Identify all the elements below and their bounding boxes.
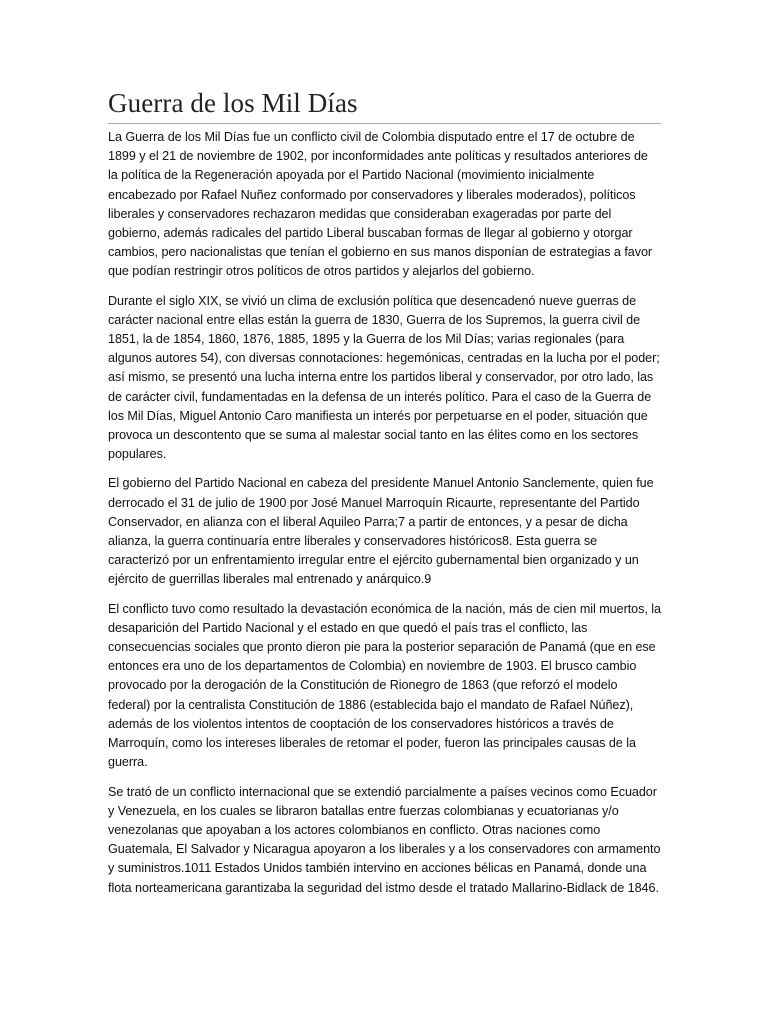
page-title: Guerra de los Mil Días	[108, 86, 661, 124]
article-body	[108, 128, 661, 898]
paragraph-internacional: Se trató de un conflicto internacional que se extendió parcialmente a países vecinos como Ecuador y Venezuela, en los cuales se libraron batallas entre fuerzas colombianas y ecuatorianas y/o venezolanas que apoyaban a los actores colombianos en conflicto. Otras naciones como Guatemala, El Salvador y Nicaragua apoyaron a los liberales y a los conservadores con armamento y suministros.1011 Estados Unidos también intervino en acciones bélicas en Panamá, donde una flota norteamericana garantizaba la seguridad del istmo desde el tratado Mallarino-Bidlack de 1846.	[108, 784, 661, 895]
paragraph-siglo-xix: Durante el siglo XIX, se vivió un clima de exclusión política que desencadenó nueve guerras de carácter nacional entre ellas están la guerra de 1830, Guerra de los Supremos, la guerra civil de 1851, la de 1854, 1860, 1876, 1885, 1895 y la Guerra de los Mil Días; varias regionales (para algunos autores 54), con diversas connotaciones: hegemónicas, centradas en la lucha por el poder; así mismo, se presentó una lucha interna entre los partidos liberal y conservador, por otro lado, las de carácter civil, fundamentadas en la defensa de un interés político. Para el caso de la Guerra de los Mil Días, Miguel Antonio Caro manifiesta un interés por perpetuarse en el poder, situación que provoca un descontento que se suma al malestar social tanto en las élites como en los sectores populares.	[108, 293, 660, 462]
paragraph-resultado: El conflicto tuvo como resultado la devastación económica de la nación, más de cien mil muertos, la desaparición del Partido Nacional y el estado en que quedó el país tras el conflicto, las consecuencias sociales que pronto dieron pie para la posterior separación de Panamá (que en ese entonces era uno de los departamentos de Colombia) en noviembre de 1903. El brusco cambio provocado por la derogación de la Constitución de Rionegro de 1863 (que reforzó el modelo federal) por la centralista Constitución de 1886 (establecida bajo el mandato de Rafael Núñez), además de los violentos intentos de cooptación de los conservadores históricos a través de Marroquín, como los intereses liberales de retomar el poder, fueron las principales causas de la guerra.	[108, 601, 661, 770]
paragraph-intro: La Guerra de los Mil Días fue un conflicto civil de Colombia disputado entre el 17 de octubre de 1899 y el 21 de noviembre de 1902, por inconformidades ante políticas y resultados anteriores de la política de la Regeneración apoyada por el Partido Nacional (movimiento inicialmente encabezado por Rafael Nuñez conformado por conservadores y liberales moderados), políticos liberales y conservadores rechazaron medidas que consideraban exageradas por parte del gobierno, además radicales del partido Liberal buscaban formas de llegar al gobierno y otorgar cambios, pero nacionalistas que tenían el gobierno en sus manos disponían de estrategias a favor que podían restringir otros políticos de otros partidos y alejarlos del gobierno.	[108, 130, 653, 279]
paragraph-gobierno: El gobierno del Partido Nacional en cabeza del presidente Manuel Antonio Sanclemente, quien fue derrocado el 31 de julio de 1900 por José Manuel Marroquín Ricaurte, representante del Partido Conservador, en alianza con el liberal Aquileo Parra;7 a partir de entonces, y a pesar de dicha alianza, la guerra continuaría entre liberales y conservadores históricos8. Esta guerra se caracterizó por un enfrentamiento irregular entre el ejército gubernamental bien organizado y un ejército de guerrillas liberales mal entrenado y anárquico.9	[108, 476, 654, 587]
document-page	[108, 86, 661, 908]
